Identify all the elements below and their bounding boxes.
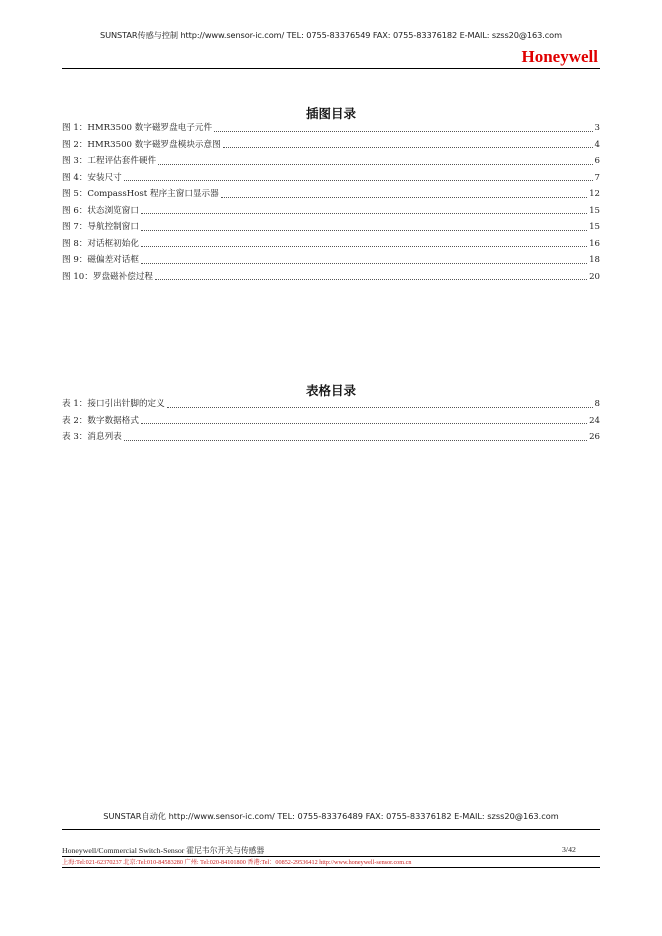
figure-toc-entry[interactable]	[62, 121, 600, 138]
figure-toc-entry-page: 3	[594, 123, 600, 133]
figure-toc-entry[interactable]	[62, 138, 600, 155]
figure-toc-entry-page: 12	[589, 189, 600, 199]
figure-toc-entry-page: 15	[589, 222, 600, 232]
dot-leader	[141, 246, 587, 247]
figure-toc-entry-label: 图 4：安装尺寸	[62, 172, 122, 183]
figure-toc-entry[interactable]	[62, 187, 600, 204]
footer-top-rule	[62, 829, 600, 830]
figure-toc-entry-label: 图 10：罗盘磁补偿过程	[62, 271, 154, 282]
dot-leader	[223, 147, 593, 148]
table-toc-entry[interactable]	[62, 414, 600, 431]
figure-toc-entry-page: 16	[589, 238, 600, 249]
footer-banner: SUNSTAR自动化 http://www.sensor-ic.com/ TEL: 0755-83376489 FAX: 0755-83376182 E-MAIL: szss20@163.com	[103, 811, 559, 821]
figure-toc-entry[interactable]	[62, 154, 600, 171]
figure-toc-entry-label: 图 3：工程评估套件硬件	[62, 156, 157, 166]
tables-toc-title: 表格目录	[305, 383, 356, 398]
figure-toc-entry-label: 图 7：导航控制窗口	[62, 222, 139, 232]
table-toc-entry-label: 表 3：消息列表	[62, 432, 122, 442]
figure-toc-entry[interactable]	[62, 220, 600, 237]
footer-page-number: 3/42	[562, 845, 576, 854]
figure-toc-entry[interactable]	[62, 237, 600, 254]
figure-toc-entry-page: 20	[589, 271, 600, 282]
dot-leader	[158, 164, 592, 165]
dot-leader	[124, 440, 587, 441]
dot-leader	[214, 131, 592, 132]
figure-toc-entry[interactable]	[62, 270, 600, 287]
dot-leader	[141, 423, 587, 424]
table-toc-entry-page: 8	[594, 399, 600, 409]
figure-toc-entry-page: 15	[589, 205, 600, 216]
figure-toc-entry-page: 18	[589, 255, 600, 265]
table-toc-entry-label: 表 2：数字数据格式	[62, 415, 139, 426]
figure-toc-entry-page: 7	[594, 172, 600, 183]
dot-leader	[124, 180, 593, 181]
tables-toc	[62, 397, 600, 447]
footer-company: Honeywell/Commercial Switch-Sensor 霍尼韦尔开关与传感器	[62, 846, 265, 855]
footer-contacts: 上海:Tel:021-62370237 北京:Tel:010-84583280 广州: Tel:020-84101800 香港:Tel：00852-29536412 http://www.honeywell-sensor.com.cn	[62, 859, 412, 866]
table-toc-entry-page: 24	[589, 415, 600, 426]
figure-toc-entry[interactable]	[62, 253, 600, 270]
figure-toc-entry-label: 图 9：磁偏差对话框	[62, 255, 139, 265]
figure-toc-entry-label: 图 8：对话框初始化	[62, 238, 139, 249]
table-toc-entry[interactable]	[62, 397, 600, 414]
figure-toc-entry-label: 图 5：CompassHost 程序主窗口显示器	[62, 189, 219, 199]
table-toc-entry-page: 26	[589, 432, 600, 442]
figures-toc-title: 插图目录	[305, 106, 356, 121]
dot-leader	[141, 230, 587, 231]
dot-leader	[141, 263, 587, 264]
figure-toc-entry[interactable]	[62, 204, 600, 221]
header-banner: SUNSTAR传感与控制 http://www.sensor-ic.com/ TEL: 0755-83376549 FAX: 0755-83376182 E-MAIL: szss20@163.com	[100, 30, 562, 40]
figure-toc-entry-page: 4	[594, 139, 600, 150]
figures-toc	[62, 121, 600, 286]
dot-leader	[221, 197, 587, 198]
figure-toc-entry-label: 图 2：HMR3500 数字磁罗盘模块示意图	[62, 139, 221, 150]
figure-toc-entry-label: 图 6：状态浏览窗口	[62, 205, 139, 216]
dot-leader	[167, 407, 593, 408]
figure-toc-entry-label: 图 1：HMR3500 数字磁罗盘电子元件	[62, 123, 213, 133]
dot-leader	[155, 279, 587, 280]
table-toc-entry[interactable]	[62, 430, 600, 447]
table-toc-entry-label: 表 1：接口引出针脚的定义	[62, 399, 165, 409]
footer-bottom-rule	[62, 867, 600, 868]
figure-toc-entry[interactable]	[62, 171, 600, 188]
dot-leader	[141, 213, 587, 214]
header-rule	[62, 68, 600, 69]
figure-toc-entry-page: 6	[594, 156, 600, 166]
honeywell-logo: Honeywell	[521, 47, 598, 66]
